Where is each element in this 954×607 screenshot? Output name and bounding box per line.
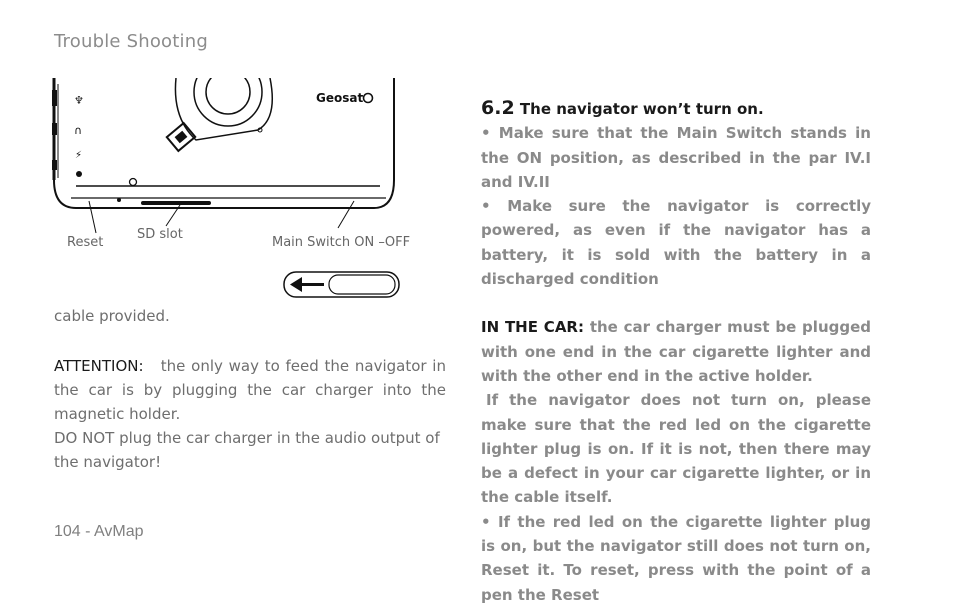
attention-label: ATTENTION: <box>54 357 144 375</box>
bullet-reset: • If the red led on the cigarette lighter plug is on, but the navigator still does not turn on, Reset it. To reset, press with the point of a pen the Reset <box>481 512 871 604</box>
page-footer: 104 - AvMap <box>54 523 144 540</box>
device-illustration <box>46 78 416 303</box>
in-car-text: the car charger must be plugged with one end in the car cigarette lighter and with the other end in the active holder. <box>481 318 872 385</box>
headphones-icon <box>74 124 82 137</box>
section-title: Trouble Shooting <box>54 31 208 52</box>
svg-text:⚡: ⚡ <box>75 150 83 161</box>
heading-number: 6.2 <box>481 97 515 119</box>
main-switch-label: Main Switch ON –OFF <box>272 235 411 250</box>
red-led-paragraph: If the navigator does not turn on, please make sure that the red led on the cigarette lighter plug is on. If it is not, then there may be a defect in your car cigarette lighter, or in the cable itself. <box>481 391 871 507</box>
usb-icon <box>74 94 84 107</box>
do-not-text: DO NOT plug the car charger in the audio output of the navigator! <box>54 429 440 471</box>
svg-text:♆: ♆ <box>74 94 84 107</box>
right-column <box>481 96 871 607</box>
heading-text: The navigator won’t turn on. <box>519 100 764 118</box>
bullet-main-switch: • Make sure that the Main Switch stands in the ON position, as described in the par IV.I and IV.II <box>481 124 871 191</box>
switch-arrow-icon <box>284 272 399 297</box>
attention-paragraph <box>54 354 446 426</box>
power-plug-icon <box>75 150 82 161</box>
section-heading <box>481 96 871 121</box>
antenna-icon <box>167 123 195 151</box>
attention-text: the only way to feed the navigator in the car is by plugging the car charger into the magnetic holder. <box>54 357 446 423</box>
bullet-powered: • Make sure the navigator is correctly powered, as even if the navigator has a battery, it is sold with the battery in a discharged condition <box>481 197 871 289</box>
cable-text: cable provided. <box>54 307 170 325</box>
in-car-paragraph <box>481 315 871 388</box>
in-car-label: IN THE CAR: <box>481 318 584 337</box>
sd-slot-label: SD slot <box>137 227 183 242</box>
brand-logo: Geosat <box>316 91 364 105</box>
reset-label: Reset <box>67 235 104 250</box>
settings-dot-icon <box>76 171 82 177</box>
svg-text:∩: ∩ <box>74 124 83 137</box>
